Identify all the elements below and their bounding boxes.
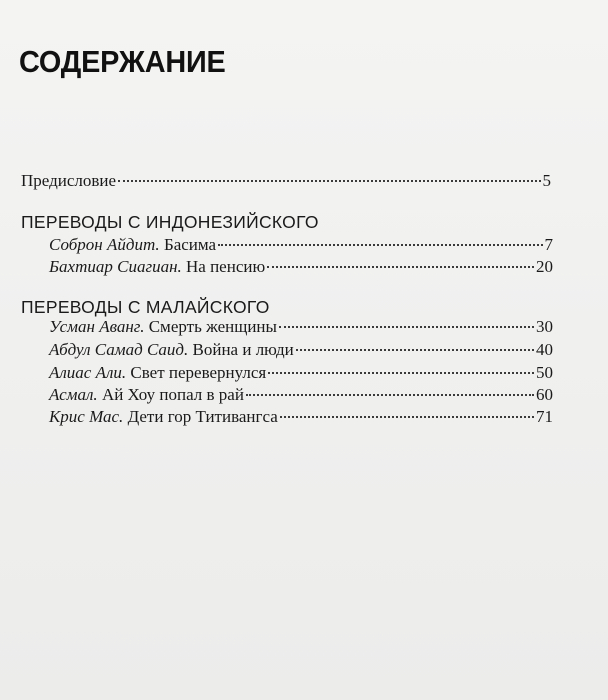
toc-page-number: 20 — [536, 257, 553, 276]
author-name: Асмал. — [49, 385, 98, 404]
toc-entry[interactable] — [49, 256, 553, 278]
work-title: Ай Хоу попал в рай — [97, 385, 244, 404]
work-title: Смерть женщины — [144, 317, 277, 336]
section-heading: ПЕРЕВОДЫ С ИНДОНЕЗИЙСКОГО — [21, 212, 319, 232]
toc-page-number: 60 — [536, 385, 553, 404]
author-name: Крис Мас. — [49, 407, 124, 426]
work-title: На пенсию — [181, 257, 266, 276]
author-name: Усман Аванг. — [49, 317, 145, 336]
toc-entry-title — [49, 256, 265, 278]
work-title: Свет перевернулся — [126, 363, 267, 382]
toc-entry[interactable] — [49, 339, 553, 361]
toc-entry-title — [49, 234, 216, 256]
toc-entry[interactable] — [49, 316, 553, 338]
toc-page-number: 5 — [542, 171, 551, 190]
dot-leader — [280, 416, 534, 418]
toc-entry[interactable] — [49, 234, 553, 256]
dot-leader — [267, 266, 534, 268]
toc-entry-title — [49, 406, 278, 428]
toc-entry-title — [49, 362, 266, 384]
toc-page-number: 30 — [536, 317, 553, 336]
dot-leader — [296, 349, 534, 351]
dot-leader — [279, 326, 534, 328]
toc-entry-preface[interactable] — [21, 170, 551, 192]
toc-page-number: 50 — [536, 363, 553, 382]
toc-entry-title — [49, 384, 244, 406]
dot-leader — [246, 394, 534, 396]
toc-page-number: 71 — [536, 407, 553, 426]
section-heading: ПЕРЕВОДЫ С МАЛАЙСКОГО — [21, 297, 270, 317]
dot-leader — [118, 180, 540, 182]
toc-entry[interactable] — [49, 362, 553, 384]
toc-page-number: 40 — [536, 340, 553, 359]
author-name: Соброн Айдит. — [49, 235, 160, 254]
work-title: Басима — [159, 235, 217, 254]
author-name: Бахтиар Сиагиан. — [49, 257, 182, 276]
toc-entry[interactable] — [49, 384, 553, 406]
toc-entry-title — [49, 339, 294, 361]
toc-entry-title: Предисловие — [21, 171, 117, 190]
dot-leader — [218, 244, 542, 246]
author-name: Алиас Али. — [49, 363, 127, 382]
toc-entry[interactable] — [49, 406, 553, 428]
toc-page-number: 7 — [544, 235, 553, 254]
author-name: Абдул Самад Саид. — [49, 340, 189, 359]
page-title: СОДЕРЖАНИЕ — [19, 44, 226, 79]
work-title: Война и люди — [188, 340, 294, 359]
work-title: Дети гор Титивангса — [123, 407, 278, 426]
dot-leader — [268, 372, 534, 374]
toc-entry-title — [49, 316, 277, 338]
